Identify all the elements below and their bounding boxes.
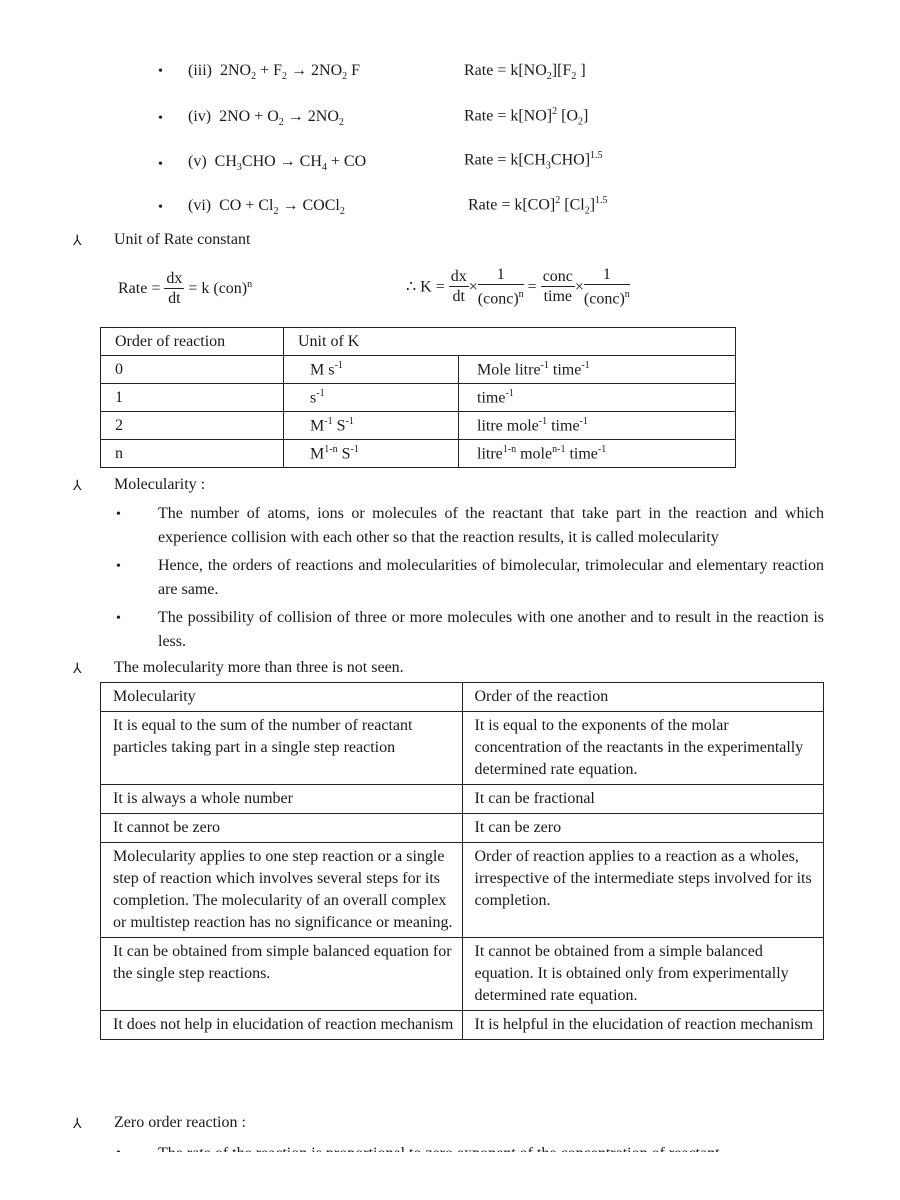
formula-sup: n bbox=[247, 278, 253, 290]
equals-sign: = bbox=[527, 278, 537, 296]
table-cell bbox=[284, 384, 459, 412]
unit-text: s bbox=[310, 389, 317, 407]
eq-part: → 2NO bbox=[283, 108, 339, 125]
dx-dt-fraction bbox=[164, 270, 184, 309]
rate-sub: 3 bbox=[545, 160, 551, 172]
k-formula bbox=[406, 266, 630, 309]
table-row bbox=[101, 440, 736, 468]
molecularity-bullet-1: The number of atoms, ions or molecules of the reactant that take part in the reaction and which experience collision with each other so that the reaction results, it is called molecularity bbox=[158, 505, 824, 546]
frac-den bbox=[478, 285, 524, 309]
table-row bbox=[101, 712, 824, 785]
rate-sub: 2 bbox=[578, 116, 583, 128]
reaction-iii bbox=[188, 62, 360, 82]
frac-num: 1 bbox=[584, 266, 630, 285]
table-row bbox=[101, 1011, 824, 1040]
molecularity-heading: Molecularity : bbox=[114, 476, 206, 493]
unit-sup: -1 bbox=[579, 415, 588, 427]
molecularity-note: The molecularity more than three is not seen. bbox=[114, 659, 404, 676]
rate-part: Rate = k bbox=[464, 62, 519, 79]
fraction bbox=[449, 268, 469, 307]
unit-text: time bbox=[547, 417, 580, 435]
reaction-v bbox=[188, 153, 366, 173]
unit-text: S bbox=[337, 445, 351, 463]
table-cell: n bbox=[101, 440, 284, 468]
eq-part: 2NO + O bbox=[219, 108, 279, 125]
unit-text: time bbox=[548, 361, 582, 379]
table-header-cell: Order of the reaction bbox=[462, 683, 824, 712]
eq-part: + F bbox=[256, 62, 283, 79]
eq-part: + CO bbox=[326, 153, 367, 170]
frac-den: time bbox=[543, 288, 572, 306]
molecularity-bullet-3: The possibility of collision of three or more molecules with one another and to result in the reaction is less. bbox=[158, 609, 824, 650]
table-cell bbox=[284, 356, 459, 384]
bullet-dot: • bbox=[158, 157, 163, 172]
reaction-label: (iii) bbox=[188, 62, 212, 79]
eq-part: CO + Cl bbox=[219, 197, 274, 214]
frac-num: conc bbox=[542, 268, 573, 286]
molecularity-vs-order-table bbox=[100, 682, 824, 1040]
frac-den: dt bbox=[452, 288, 465, 306]
formula-label: Rate = bbox=[118, 280, 161, 298]
unit-sup: -1 bbox=[316, 387, 325, 399]
rate-sup: 1.5 bbox=[595, 195, 608, 206]
times-sign: × bbox=[574, 278, 584, 296]
table-cell: It can be fractional bbox=[462, 785, 824, 814]
unit-text: M bbox=[310, 445, 325, 463]
bullet-dot: • bbox=[116, 559, 121, 574]
rate-sub: 2 bbox=[546, 71, 552, 83]
rate-part: [NO] bbox=[518, 107, 553, 125]
table-cell bbox=[459, 440, 736, 468]
unit-text: M bbox=[310, 417, 325, 435]
rate-part: [O bbox=[561, 107, 578, 125]
unit-sup: -1 bbox=[540, 359, 549, 371]
rate-part: CHO] bbox=[550, 151, 591, 169]
frac-sup: n bbox=[518, 289, 524, 300]
unit-sup: -1 bbox=[538, 415, 548, 427]
frac-den bbox=[584, 285, 630, 309]
table-cell: It cannot be zero bbox=[101, 814, 463, 843]
reaction-label: (iv) bbox=[188, 108, 212, 125]
unit-sup: -1 bbox=[597, 443, 607, 455]
rate-part: [Cl bbox=[564, 196, 585, 214]
table-cell: It cannot be obtained from a simple balanced equation. It is obtained only from experimentally determined rate equation. bbox=[462, 938, 824, 1011]
rate-part: Rate = k bbox=[468, 196, 523, 214]
rate-part: ] bbox=[576, 62, 586, 79]
reaction-vi bbox=[188, 197, 345, 217]
bullet-dot: • bbox=[158, 64, 163, 79]
rate-law-iii bbox=[464, 62, 586, 82]
section-marker-icon: ⅄ bbox=[73, 479, 82, 494]
rate-part: Rate = k bbox=[464, 107, 519, 125]
table-cell: Molecularity applies to one step reaction or a single step of reaction which involves several steps for its completion. The molecularity of an overall complex or multistep reaction has no significance or meaning. bbox=[101, 843, 463, 938]
table-cell: 2 bbox=[101, 412, 284, 440]
rate-part: ][F bbox=[551, 62, 572, 79]
table-cell: It can be zero bbox=[462, 814, 824, 843]
unit-text: Mole litre bbox=[477, 361, 541, 379]
formula-rhs: = k (con) bbox=[188, 280, 248, 298]
table-header-cell: Molecularity bbox=[101, 683, 463, 712]
rate-part: ] bbox=[589, 196, 596, 214]
frac-num: 1 bbox=[478, 266, 524, 285]
reaction-label: (v) bbox=[188, 153, 207, 170]
eq-sub: 2 bbox=[273, 206, 279, 218]
unit-sup: n-1 bbox=[552, 443, 566, 455]
eq-sub: 4 bbox=[321, 162, 327, 174]
table-cell bbox=[284, 412, 459, 440]
bullet-dot: • bbox=[158, 200, 163, 215]
eq-part: 2NO bbox=[220, 62, 252, 79]
rate-law-vi bbox=[468, 195, 608, 217]
bullet-dot: • bbox=[116, 611, 121, 626]
table-header-row bbox=[101, 328, 736, 356]
rate-part: [CH bbox=[518, 151, 546, 169]
eq-sub: 2 bbox=[338, 117, 344, 129]
table-cell: It is helpful in the elucidation of reaction mechanism bbox=[462, 1011, 824, 1040]
rate-sub: 2 bbox=[584, 205, 590, 217]
frac-num: dx bbox=[450, 268, 467, 286]
unit-sup: -1 bbox=[505, 387, 514, 399]
frac-den: dt bbox=[168, 290, 181, 307]
rate-sub: 2 bbox=[571, 71, 577, 83]
formula-label: ∴ K = bbox=[406, 278, 445, 296]
unit-text: time bbox=[477, 389, 506, 407]
unit-text: litre bbox=[477, 445, 503, 463]
table-cell: It does not help in elucidation of reaction mechanism bbox=[101, 1011, 463, 1040]
unit-text: mole bbox=[516, 445, 553, 463]
table-row bbox=[101, 384, 736, 412]
table-row bbox=[101, 938, 824, 1011]
unit-text: litre mole bbox=[477, 417, 539, 435]
eq-part: CH bbox=[214, 153, 237, 170]
table-row bbox=[101, 785, 824, 814]
table-cell bbox=[284, 440, 459, 468]
unit-sup: 1-n bbox=[502, 443, 517, 455]
table-row bbox=[101, 356, 736, 384]
unit-sup: -1 bbox=[581, 359, 590, 371]
eq-part: → COCl bbox=[278, 197, 340, 214]
rate-law-v bbox=[464, 150, 603, 172]
rate-law-iv bbox=[464, 106, 588, 128]
unit-text: time bbox=[565, 445, 598, 463]
eq-part: → 2NO bbox=[287, 62, 343, 79]
molecularity-bullet-2: Hence, the orders of reactions and molecularities of bimolecular, trimolecular and elementary reaction are same. bbox=[158, 557, 824, 598]
table-cell: It can be obtained from simple balanced equation for the single step reactions. bbox=[101, 938, 463, 1011]
frac-den-text: (conc) bbox=[583, 290, 625, 308]
table-cell: It is equal to the exponents of the molar concentration of the reactants in the experimentally determined rate equation. bbox=[462, 712, 824, 785]
eq-sub: 2 bbox=[251, 71, 257, 83]
unit-heading: Unit of Rate constant bbox=[114, 231, 251, 248]
rate-part: [NO bbox=[518, 62, 547, 79]
rate-sup: 1.5 bbox=[590, 150, 603, 161]
table-row bbox=[101, 843, 824, 938]
unit-text: M s bbox=[310, 361, 335, 379]
table-cell: It is equal to the sum of the number of reactant particles taking part in a single step reaction bbox=[101, 712, 463, 785]
fraction bbox=[584, 266, 630, 309]
rate-sup: 2 bbox=[552, 106, 558, 117]
eq-sub: 3 bbox=[236, 162, 242, 174]
section-marker-icon: ⅄ bbox=[73, 1117, 82, 1132]
reaction-iv bbox=[188, 108, 344, 128]
reaction-label: (vi) bbox=[188, 197, 212, 214]
eq-sub: 2 bbox=[278, 117, 284, 129]
table-cell: Order of reaction applies to a reaction as a wholes, irrespective of the intermediate steps involved for its completion. bbox=[462, 843, 824, 938]
table-cell bbox=[459, 412, 736, 440]
eq-sub: 2 bbox=[342, 71, 348, 83]
fraction bbox=[478, 266, 524, 309]
table-cell: 1 bbox=[101, 384, 284, 412]
section-marker-icon: ⅄ bbox=[73, 234, 82, 249]
bullet-dot: • bbox=[116, 507, 121, 522]
table-row bbox=[101, 412, 736, 440]
eq-part: F bbox=[347, 62, 361, 79]
unit-sup: -1 bbox=[345, 415, 354, 427]
table-cell bbox=[459, 384, 736, 412]
eq-sub: 2 bbox=[282, 71, 288, 83]
frac-den-text: (conc) bbox=[477, 290, 519, 308]
table-cell: It is always a whole number bbox=[101, 785, 463, 814]
eq-sub: 2 bbox=[339, 206, 345, 218]
section-marker-icon: ⅄ bbox=[73, 662, 82, 677]
rate-part: [CO] bbox=[522, 196, 556, 214]
unit-sup: -1 bbox=[324, 415, 333, 427]
page-cutoff bbox=[0, 1152, 900, 1200]
fraction bbox=[541, 268, 575, 307]
unit-sup: 1-n bbox=[324, 443, 338, 455]
table-row bbox=[101, 814, 824, 843]
frac-num: dx bbox=[166, 270, 183, 287]
unit-of-k-table bbox=[100, 327, 736, 468]
unit-sup: -1 bbox=[350, 443, 359, 455]
table-cell bbox=[459, 356, 736, 384]
rate-formula bbox=[118, 270, 252, 309]
rate-part: ] bbox=[583, 107, 589, 125]
frac-sup: n bbox=[624, 289, 630, 300]
table-cell: 0 bbox=[101, 356, 284, 384]
unit-sup: -1 bbox=[334, 359, 343, 371]
unit-text: S bbox=[332, 417, 346, 435]
table-header-cell: Order of reaction bbox=[101, 328, 284, 356]
eq-part: CHO → CH bbox=[241, 153, 322, 170]
table-header-row bbox=[101, 683, 824, 712]
times-sign: × bbox=[468, 278, 478, 296]
table-header-cell: Unit of K bbox=[284, 328, 736, 356]
rate-sup: 2 bbox=[555, 195, 561, 206]
bullet-dot: • bbox=[158, 111, 163, 126]
rate-part: Rate = k bbox=[464, 151, 519, 169]
zero-order-heading: Zero order reaction : bbox=[114, 1114, 246, 1131]
